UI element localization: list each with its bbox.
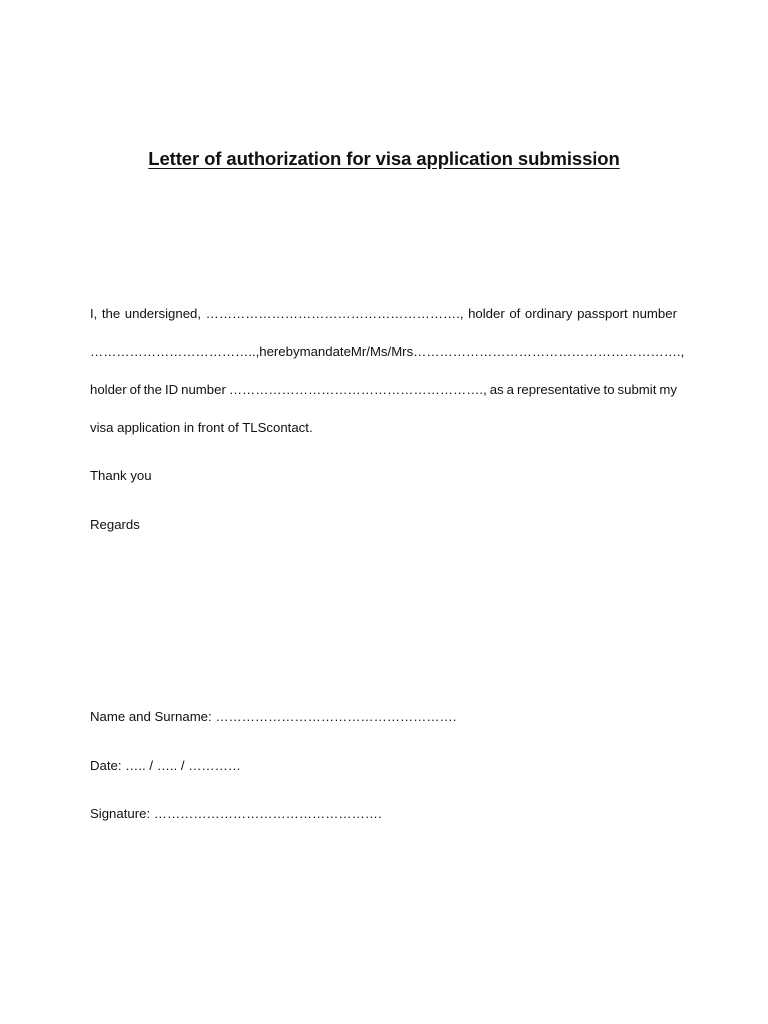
paragraph-word: ……………………………………………………., xyxy=(413,344,685,359)
paragraph-word: ……………………………….., xyxy=(90,344,260,359)
paragraph-word: holder xyxy=(468,306,505,321)
paragraph-word: to xyxy=(603,382,615,397)
paragraph-word: representative xyxy=(516,382,601,397)
paragraph-word: number xyxy=(181,382,226,397)
date-field: Date: ….. / ….. / ………… xyxy=(90,758,241,773)
name-surname-field: Name and Surname: ………………………………………………. xyxy=(90,709,457,724)
paragraph-word: the xyxy=(143,382,162,397)
paragraph-word: submit xyxy=(617,382,657,397)
paragraph-line-3 xyxy=(90,382,677,397)
paragraph-word: ordinary xyxy=(524,306,573,321)
paragraph-word: of xyxy=(129,382,141,397)
letter-title: Letter of authorization for visa application submission xyxy=(148,148,620,169)
paragraph-word: …………………………………………………., xyxy=(205,306,464,321)
closing-thanks: Thank you xyxy=(90,468,152,483)
paragraph-word: I, xyxy=(90,306,98,321)
paragraph-line-1 xyxy=(90,306,677,321)
paragraph-word: ID xyxy=(164,382,179,397)
closing-regards: Regards xyxy=(90,517,140,532)
paragraph-word: number xyxy=(632,306,677,321)
paragraph-word: …………………………………………………., xyxy=(228,382,487,397)
paragraph-word: undersigned, xyxy=(124,306,202,321)
paragraph-word: a xyxy=(506,382,514,397)
paragraph-line-2 xyxy=(90,344,685,359)
paragraph-word: my xyxy=(659,382,677,397)
paragraph-word: of xyxy=(509,306,521,321)
paragraph-word: hereby xyxy=(259,344,300,359)
paragraph-word: holder xyxy=(90,382,127,397)
paragraph-word: as xyxy=(489,382,504,397)
paragraph-word: Mr/Ms/Mrs xyxy=(350,344,414,359)
signature-field: Signature: ……………………………………………. xyxy=(90,806,382,821)
paragraph-line-4: visa application in front of TLScontact. xyxy=(90,420,313,435)
paragraph-word: passport xyxy=(577,306,628,321)
paragraph-word: mandate xyxy=(299,344,351,359)
paragraph-word: the xyxy=(101,306,121,321)
